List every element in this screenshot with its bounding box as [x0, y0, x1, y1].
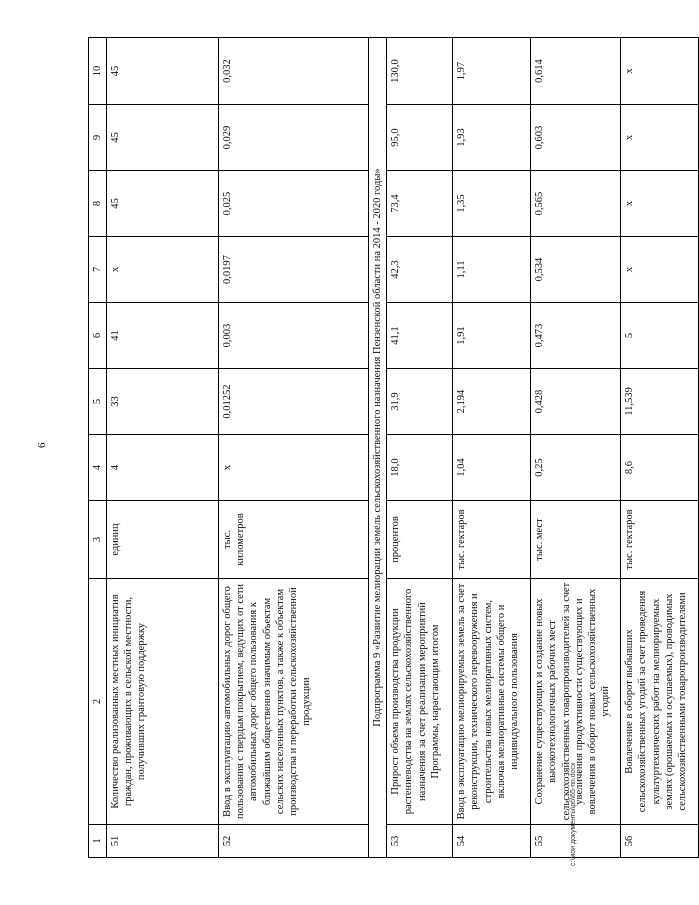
indicator-name: Ввод в эксплуатацию автомобильных дорог общего пользования с твердым покрытием, ведущих от сети автомобильных дорог общего пользования к ближайшим общественно значимым объектам сельских населенных пунктов, а также к объектам производства и переработки сельскохозяйственной продукции: [219, 579, 369, 825]
indicator-name: Ввод в эксплуатацию мелиорируемых земель за счет реконструкции, технического перевооружения и строительства новых мелиоративных систем, включая мелиоративные системы общего и индивидуального пользования: [453, 579, 531, 825]
column-number: 7: [89, 237, 107, 303]
value-cell: 33: [107, 369, 219, 435]
page-number: 6: [36, 442, 48, 448]
unit: тыс. гектаров: [621, 501, 699, 579]
value-cell: 73,4: [387, 171, 453, 237]
value-cell: 1,97: [453, 38, 531, 105]
table-row: [531, 38, 621, 858]
indicator-name: Сохранение существующих и создание новых высокотехнологичных рабочих мест сельскохозяйственных товаропроизводителей за счет увеличения продуктивности существующих и вовлечения в оборот новых сельскохозяйственных угодий: [531, 579, 621, 825]
table-row: [107, 38, 219, 858]
row-number: 56: [621, 825, 699, 858]
value-cell: 1,04: [453, 435, 531, 501]
value-cell: 18,0: [387, 435, 453, 501]
row-number: 53: [387, 825, 453, 858]
column-number: 1: [89, 825, 107, 858]
value-cell: 0,614: [531, 38, 621, 105]
value-cell: 41: [107, 303, 219, 369]
value-cell: 4: [107, 435, 219, 501]
value-cell: x: [219, 435, 369, 501]
value-cell: 42,3: [387, 237, 453, 303]
value-cell: x: [621, 105, 699, 171]
value-cell: 0,534: [531, 237, 621, 303]
value-cell: 1,93: [453, 105, 531, 171]
value-cell: 31,9: [387, 369, 453, 435]
value-cell: 0,0197: [219, 237, 369, 303]
value-cell: 0,029: [219, 105, 369, 171]
value-cell: 11,539: [621, 369, 699, 435]
value-cell: 0,603: [531, 105, 621, 171]
value-cell: 130,0: [387, 38, 453, 105]
column-number: 5: [89, 369, 107, 435]
value-cell: 45: [107, 38, 219, 105]
rotated-table-container: [88, 38, 688, 858]
value-cell: 0,473: [531, 303, 621, 369]
column-number: 3: [89, 501, 107, 579]
column-number-row: [89, 38, 107, 858]
column-number: 4: [89, 435, 107, 501]
indicator-name: Вовлечение в оборот выбывших сельскохозяйственных угодий за счет проведения культуртехнических работ на мелиорируемых землях (орошаемых и осушаемых), проводимых сельскохозяйственными товаропроизводителями: [621, 579, 699, 825]
column-number: 6: [89, 303, 107, 369]
table-row: [621, 38, 699, 858]
table-row: [453, 38, 531, 858]
value-cell: 0,01252: [219, 369, 369, 435]
row-number: 54: [453, 825, 531, 858]
value-cell: 95,0: [387, 105, 453, 171]
unit: тыс. мест: [531, 501, 621, 579]
unit: тыс. гектаров: [453, 501, 531, 579]
column-number: 8: [89, 171, 107, 237]
footer-file-path: с:\мои документы\рб\65-пп.docx: [570, 762, 577, 866]
column-number: 10: [89, 38, 107, 105]
table-row: [387, 38, 453, 858]
unit: процентов: [387, 501, 453, 579]
value-cell: 8,6: [621, 435, 699, 501]
column-number: 2: [89, 579, 107, 825]
value-cell: x: [107, 237, 219, 303]
value-cell: 0,25: [531, 435, 621, 501]
table-row: [219, 38, 369, 858]
indicator-name: Количество реализованных местных инициатив граждан, проживающих в сельской местности, получивших грантовую поддержку: [107, 579, 219, 825]
value-cell: x: [621, 237, 699, 303]
value-cell: 5: [621, 303, 699, 369]
row-number: 52: [219, 825, 369, 858]
row-number: 55: [531, 825, 621, 858]
unit: единиц: [107, 501, 219, 579]
unit: тыс. километров: [219, 501, 369, 579]
value-cell: 0,428: [531, 369, 621, 435]
column-number: 9: [89, 105, 107, 171]
indicator-name: Прирост объема производства продукции растениеводства на землях сельскохозяйственного назначения за счет реализации мероприятий Программы, нарастающим итогом: [387, 579, 453, 825]
value-cell: 0,003: [219, 303, 369, 369]
value-cell: 0,565: [531, 171, 621, 237]
subprogram-title: Подпрограмма 9 «Развитие мелиорации земель сельскохозяйственного назначения Пензенской области на 2014 - 2020 годы»: [369, 38, 387, 858]
value-cell: 0,025: [219, 171, 369, 237]
value-cell: x: [621, 171, 699, 237]
value-cell: 1,35: [453, 171, 531, 237]
subprogram-row: [369, 38, 387, 858]
row-number: 51: [107, 825, 219, 858]
indicators-table: [88, 37, 699, 858]
value-cell: x: [621, 38, 699, 105]
value-cell: 45: [107, 105, 219, 171]
value-cell: 45: [107, 171, 219, 237]
value-cell: 1,91: [453, 303, 531, 369]
value-cell: 41,1: [387, 303, 453, 369]
value-cell: 1,11: [453, 237, 531, 303]
value-cell: 0,032: [219, 38, 369, 105]
value-cell: 2,194: [453, 369, 531, 435]
